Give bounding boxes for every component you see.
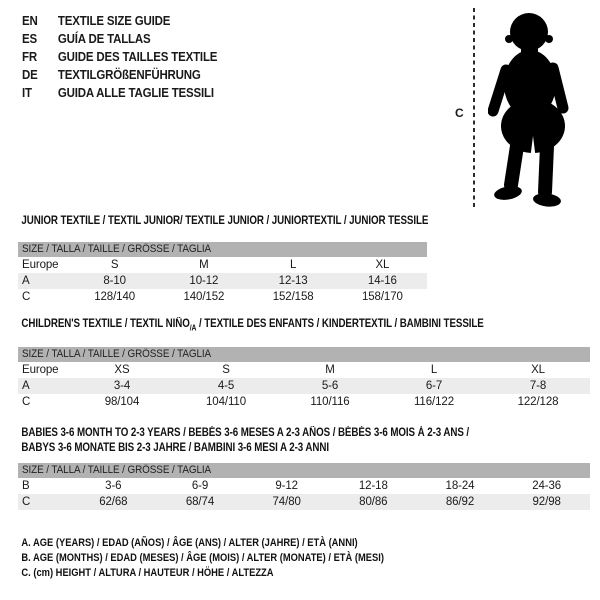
- size-value: 122/128: [517, 396, 559, 409]
- table-title-line: [21, 214, 429, 229]
- size-value: 6-9: [191, 480, 209, 492]
- table-title: [18, 426, 504, 456]
- size-value: L: [289, 259, 297, 271]
- size-value: 152/158: [272, 291, 314, 303]
- size-value: 5-6: [321, 380, 339, 393]
- table-row: [18, 394, 590, 410]
- language-code: IT: [22, 86, 32, 100]
- table-title: [18, 317, 504, 335]
- size-table: [18, 463, 590, 510]
- language-row: [22, 84, 217, 102]
- size-value: 140/152: [183, 291, 225, 303]
- size-value: 62/68: [99, 496, 128, 508]
- row-label: Europe: [22, 364, 59, 377]
- language-row: [22, 48, 217, 66]
- size-table: [18, 242, 427, 305]
- language-code: DE: [22, 68, 38, 82]
- table-title-line: [21, 441, 504, 456]
- size-value: 7-8: [529, 380, 547, 393]
- size-value: S: [222, 364, 230, 377]
- size-value: XL: [375, 259, 390, 271]
- height-measure-dashed-line: [473, 8, 475, 207]
- size-value: 12-18: [358, 480, 388, 492]
- junior-textile-section: [18, 214, 427, 305]
- row-label: A: [22, 275, 30, 287]
- table-row: [18, 257, 427, 273]
- language-title-list: [22, 12, 217, 102]
- footnote-line: A. AGE (YEARS) / EDAD (AÑOS) / ÂGE (ANS) / ALTER (JAHRE) / ETÀ (ANNI): [21, 537, 358, 549]
- footnote-line: B. AGE (MONTHS) / EDAD (MESES) / ÂGE (MOIS) / ALTER (MONATE) / ETÀ (MESI): [21, 552, 384, 564]
- language-row: [22, 66, 217, 84]
- table-title-text: BABIES 3-6 MONTH TO 2-3 YEARS / BEBÉS 3-6 MESES A 2-3 AÑOS / BÉBÉS 3-6 MOIS À 2-3 ANS /: [21, 427, 470, 439]
- table-row: [18, 494, 590, 510]
- table-row: [18, 362, 590, 378]
- language-code: ES: [22, 32, 37, 46]
- size-value: 74/80: [272, 496, 301, 508]
- row-label: C: [22, 291, 31, 303]
- size-value: 10-12: [189, 275, 219, 287]
- table-title-text: /A: [189, 323, 197, 333]
- table-title: [18, 214, 429, 229]
- size-value: 116/122: [413, 396, 455, 409]
- size-value: 92/98: [532, 496, 561, 508]
- table-row: [18, 273, 427, 289]
- language-label: GUÍA DE TALLAS: [57, 32, 151, 46]
- row-label: Europe: [22, 259, 59, 271]
- row-label: A: [22, 380, 30, 393]
- size-value: 4-5: [217, 380, 235, 393]
- size-value: 86/92: [445, 496, 475, 508]
- size-value: S: [110, 259, 119, 271]
- language-label: TEXTILE SIZE GUIDE: [57, 14, 171, 28]
- size-value: 18-24: [445, 480, 475, 492]
- size-value: 8-10: [103, 275, 126, 287]
- size-value: 158/170: [361, 291, 403, 303]
- table-title-line: [21, 317, 504, 335]
- size-header-band: [18, 242, 427, 257]
- size-value: 68/74: [185, 496, 215, 508]
- size-header-label: SIZE / TALLA / TAILLE / GRÖSSE / TAGLIA: [22, 243, 212, 255]
- size-value: 128/140: [94, 291, 136, 303]
- language-code: EN: [22, 14, 38, 28]
- table-row: [18, 478, 590, 494]
- size-header-band: [18, 347, 590, 362]
- size-value: 110/116: [310, 396, 350, 409]
- size-value: M: [199, 259, 209, 271]
- size-value: 9-12: [275, 480, 298, 492]
- size-value: 3-6: [105, 480, 122, 492]
- size-value: XS: [114, 364, 130, 377]
- footnote-line: C. (cm) HEIGHT / ALTURA / HAUTEUR / HÖHE / ALTEZZA: [21, 567, 274, 579]
- table-title-text: BABYS 3-6 MONATE BIS 2-3 JAHRE / BAMBINI 3-6 MESI A 2-3 ANNI: [21, 442, 329, 454]
- babies-textile-section: [18, 426, 590, 510]
- size-value: 80/86: [359, 496, 388, 508]
- row-label: B: [22, 480, 30, 492]
- table-row: [18, 378, 590, 394]
- size-header-label: SIZE / TALLA / TAILLE / GRÖSSE / TAGLIA: [22, 464, 212, 476]
- language-label: GUIDE DES TAILLES TEXTILE: [57, 50, 218, 64]
- language-label: TEXTILGRÖßENFÜHRUNG: [57, 68, 201, 82]
- row-label: C: [22, 396, 31, 409]
- children-textile-section: [18, 317, 590, 410]
- table-title-text: / TEXTILE DES ENFANTS / KINDERTEXTIL / BAMBINI TESSILE: [196, 318, 484, 330]
- size-value: M: [325, 364, 335, 377]
- size-value: XL: [531, 364, 545, 377]
- size-value: 98/104: [104, 396, 140, 409]
- footnotes: [18, 536, 384, 581]
- baby-silhouette-icon: [488, 8, 578, 208]
- size-header-band: [18, 463, 590, 478]
- row-label: C: [22, 496, 31, 508]
- language-row: [22, 30, 217, 48]
- language-label: GUIDA ALLE TAGLIE TESSILI: [57, 86, 214, 100]
- size-value: 12-13: [278, 275, 308, 287]
- size-value: 3-4: [113, 380, 131, 393]
- size-header-label: SIZE / TALLA / TAILLE / GRÖSSE / TAGLIA: [22, 348, 212, 361]
- size-value: 14-16: [367, 275, 397, 287]
- table-row: [18, 289, 427, 305]
- language-code: FR: [22, 50, 37, 64]
- table-title-line: [21, 426, 504, 441]
- height-measure-label: C: [455, 106, 464, 120]
- size-value: L: [430, 364, 438, 377]
- table-title-text: JUNIOR TEXTILE / TEXTIL JUNIOR/ TEXTILE JUNIOR / JUNIORTEXTIL / JUNIOR TESSILE: [21, 215, 429, 227]
- size-table: [18, 347, 590, 410]
- language-row: [22, 12, 217, 30]
- size-value: 104/110: [205, 396, 247, 409]
- size-value: 24-36: [532, 480, 562, 492]
- size-value: 6-7: [425, 380, 443, 393]
- table-title-text: CHILDREN'S TEXTILE / TEXTIL NIÑO: [21, 318, 190, 330]
